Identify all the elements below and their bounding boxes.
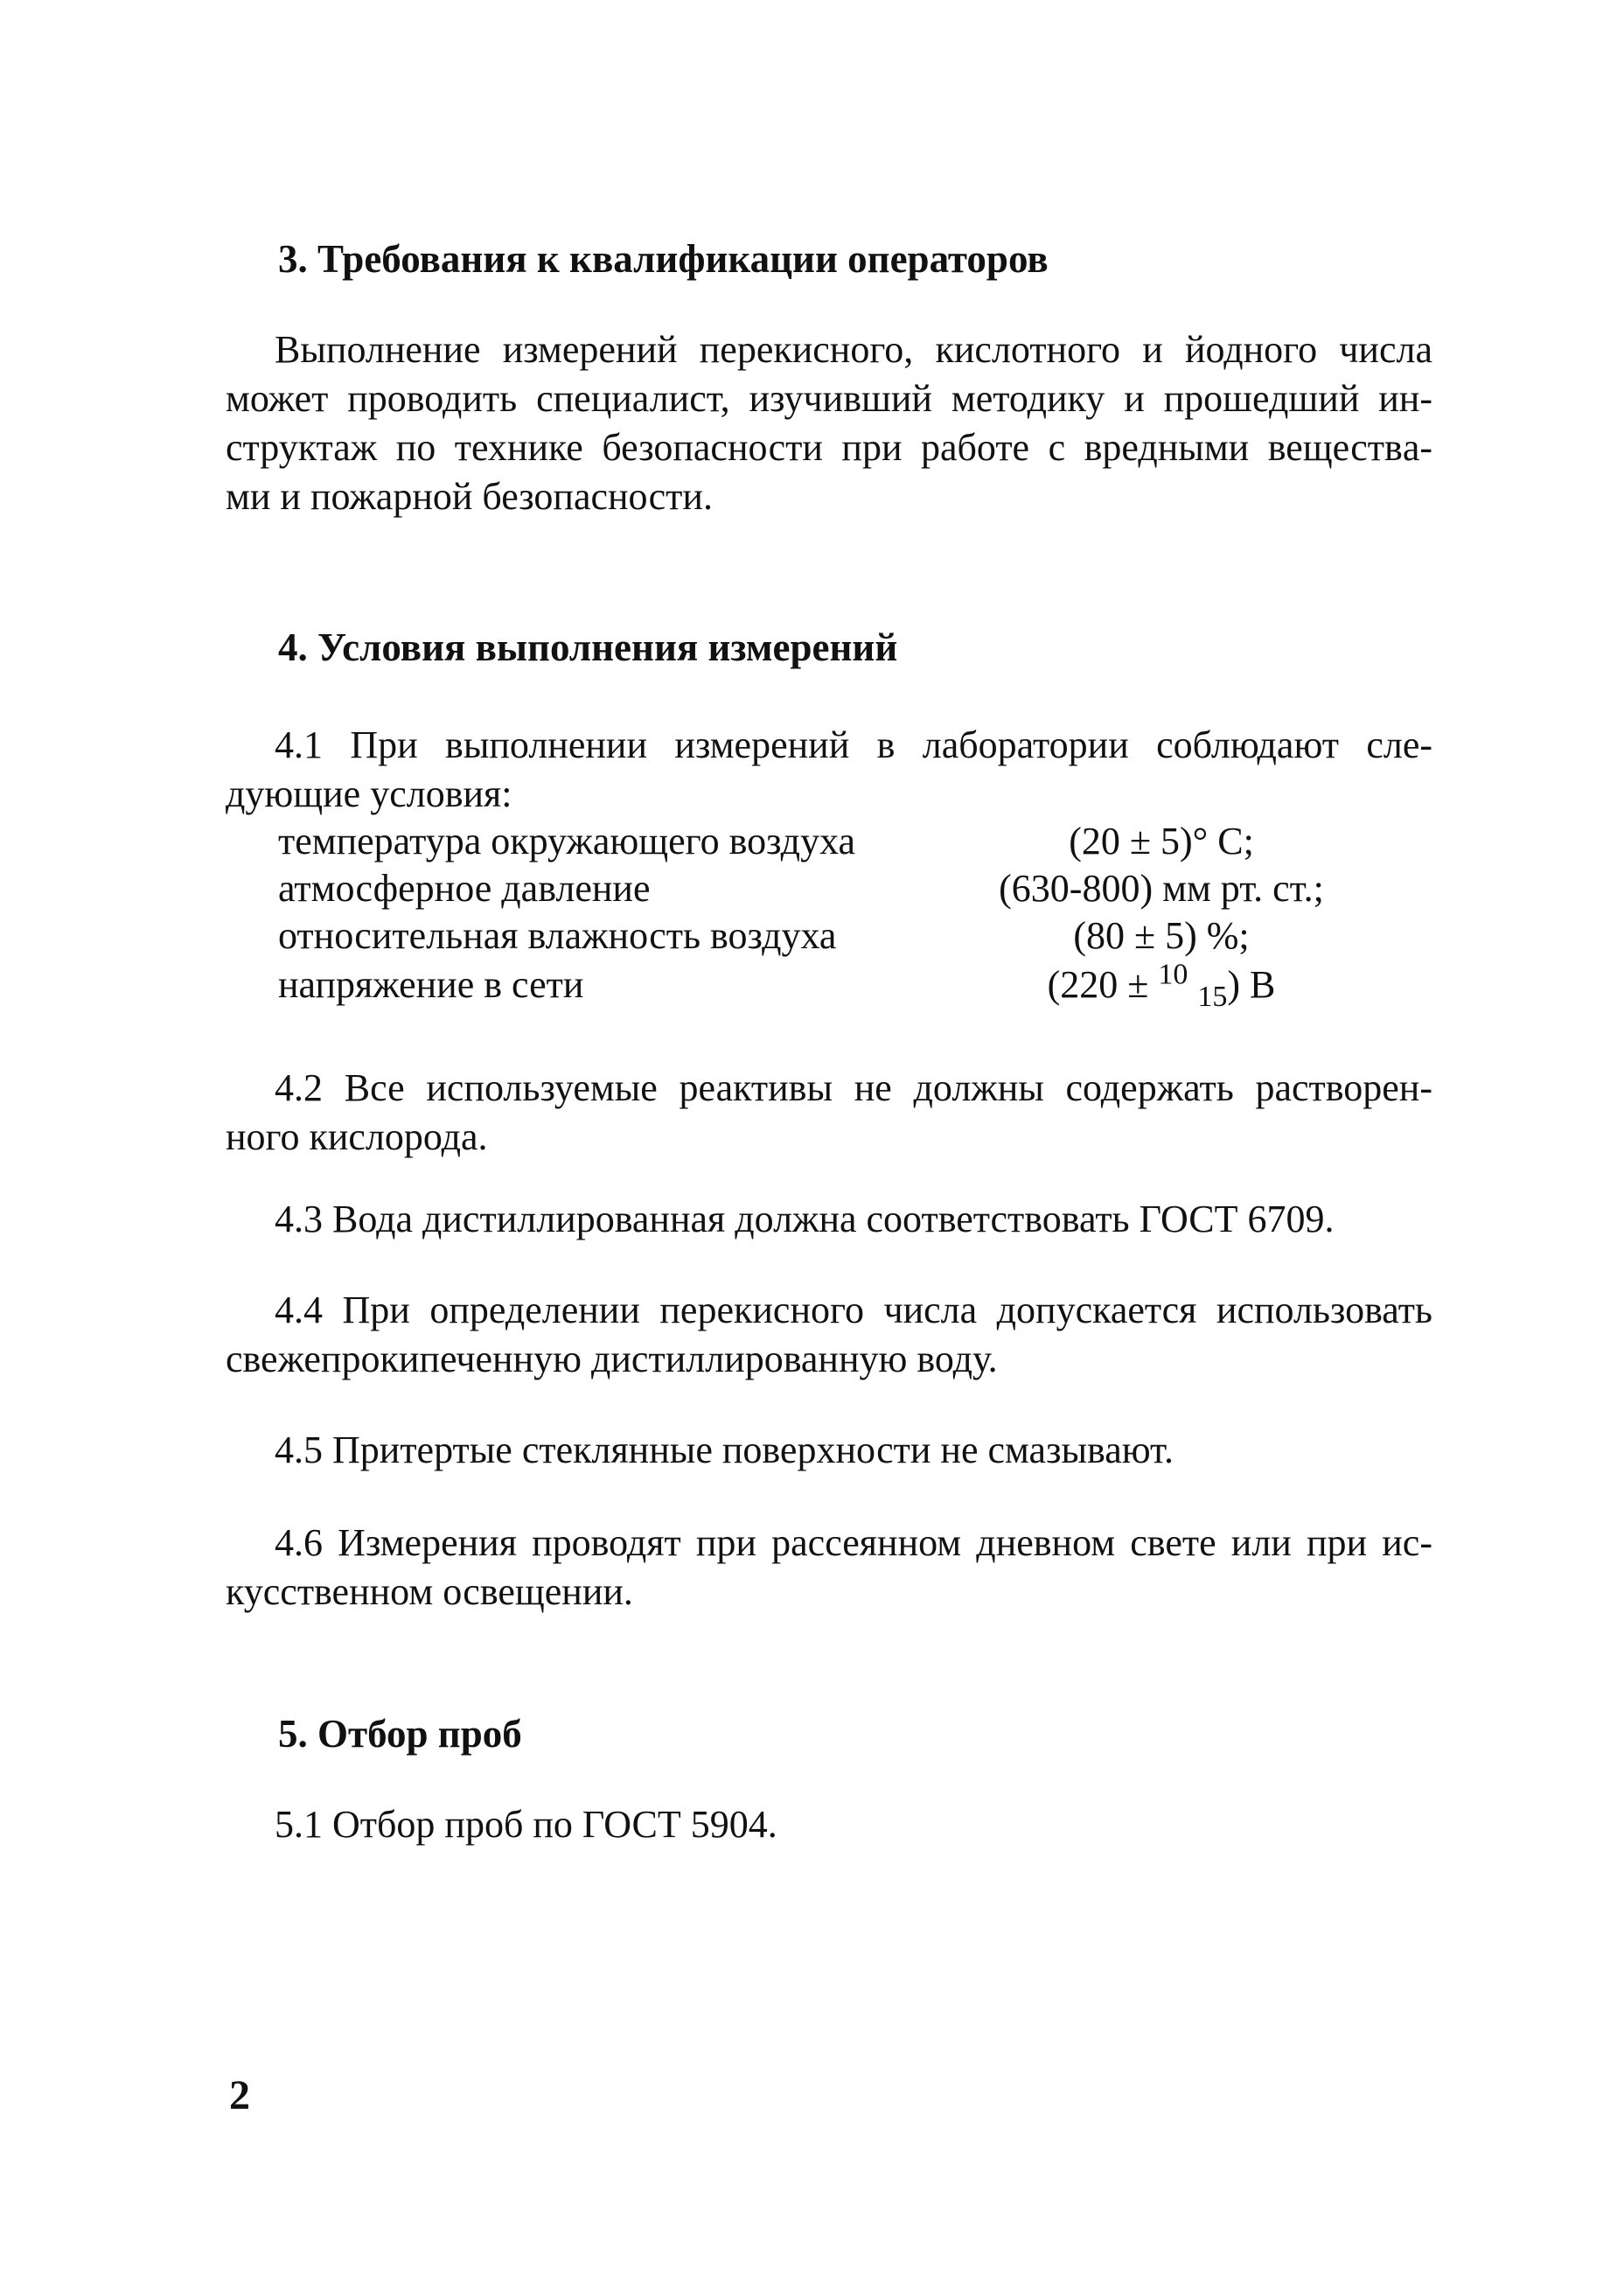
paragraph-line: ми и пожарной безопасности.	[226, 475, 713, 518]
condition-row-pressure	[278, 864, 1363, 913]
paragraph-line: 4.6 Измерения проводят при рассеянном дневном свете или при ис-	[275, 1521, 1432, 1564]
voltage-tolerance-lower: 15	[1197, 980, 1228, 1013]
condition-row-humidity	[278, 911, 1363, 960]
section-3-paragraph	[226, 325, 1432, 521]
condition-name: атмосферное давление	[278, 867, 651, 910]
paragraph-line: дующие условия:	[226, 772, 512, 815]
condition-value	[960, 958, 1363, 1013]
paragraph-line: ного кислорода.	[226, 1115, 488, 1158]
paragraph-line: Выполнение измерений перекисного, кислотного и йодного числа	[275, 328, 1432, 371]
section-5-heading: 5. Отбор проб	[278, 1712, 522, 1756]
condition-name: напряжение в сети	[278, 963, 584, 1006]
paragraph-line: может проводить специалист, изучивший методику и прошедший ин-	[226, 377, 1432, 420]
paragraph-4-2	[226, 1064, 1432, 1162]
section-4-heading: 4. Условия выполнения измерений	[278, 625, 898, 669]
paragraph-line: свежепрокипеченную дистиллированную воду.	[226, 1338, 998, 1380]
paragraph-line: 4.2 Все используемые реактивы не должны содержать растворен-	[275, 1066, 1432, 1109]
page-number: 2	[229, 2072, 250, 2119]
paragraph-line: кусственном освещении.	[226, 1570, 633, 1613]
paragraph-line: 4.1 При выполнении измерений в лаборатории соблюдают сле-	[275, 723, 1432, 766]
condition-name: температура окружающего воздуха	[278, 820, 856, 863]
condition-row-temperature	[278, 817, 1363, 866]
paragraph-5-1: 5.1 Отбор проб по ГОСТ 5904.	[275, 1803, 777, 1846]
condition-row-voltage	[278, 958, 1363, 1013]
condition-value: (20 ± 5)° С;	[1069, 820, 1254, 863]
paragraph-4-4	[226, 1286, 1432, 1384]
paragraph-line: структаж по технике безопасности при работе с вредными веществa-	[226, 426, 1432, 469]
voltage-value-suffix: ) В	[1227, 963, 1276, 1006]
voltage-value-prefix: (220 ±	[1047, 963, 1149, 1006]
paragraph-4-3: 4.3 Вода дистиллированная должна соответствовать ГОСТ 6709.	[275, 1198, 1335, 1240]
paragraph-4-6	[226, 1519, 1432, 1617]
paragraph-4-1	[226, 721, 1432, 819]
condition-value: (80 ± 5) %;	[1073, 914, 1250, 957]
voltage-tolerance-upper: 10	[1158, 958, 1188, 991]
condition-name: относительная влажность воздуха	[278, 914, 837, 957]
paragraph-line: 4.4 При определении перекисного числа допускается использовать	[275, 1289, 1432, 1331]
condition-value: (630-800) мм рт. ст.;	[999, 867, 1324, 910]
paragraph-4-5: 4.5 Притертые стеклянные поверхности не смазывают.	[275, 1428, 1174, 1471]
section-3-heading: 3. Требования к квалификации операторов	[278, 237, 1049, 281]
